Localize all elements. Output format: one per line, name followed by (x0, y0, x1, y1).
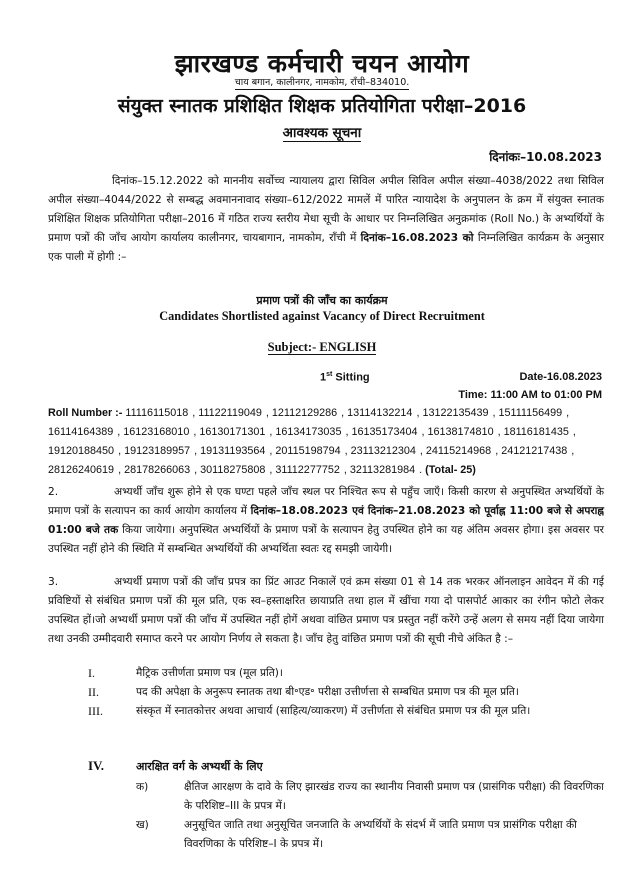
roll-number: 19131193564 (200, 445, 266, 457)
subject-heading (0, 340, 644, 355)
address-text: चाय बगान, कालीनगर, नामकोम, राँची–834010. (234, 77, 410, 88)
notice-title-text: आवश्यक सूचना (282, 125, 362, 141)
roll-number: 18116181435 (503, 426, 569, 438)
roll-number: 16123168010 (123, 426, 190, 438)
reserved-category-heading: IV. आरक्षित वर्ग के अभ्यर्थी के लिए (88, 758, 263, 773)
list-item: I. मैट्रिक उत्तीर्णता प्रमाण पत्र (मूल प्रति)। (88, 666, 283, 680)
roll-number: 11116115018 (125, 407, 189, 419)
roll-number-list: Roll Number :- 11116115018 , 11122119049 , 12112129286 , 13114132214 , 13122135439 , 15111156499 , 16114164389 , 16123168010 , 16130171301 , 16134173035 , 16135173404 , 16138174810 , 18116181435 , 19120188450 , 19123189957 , 19131193564 , 20115198794 , 23113212304 , 24115214968 , 24121217438 , 28126240619 , 28178266063 , 30118275808 , 31112277752 , 32113281984 . (Total- 25) (48, 404, 608, 480)
roll-number: 30118275808 (200, 464, 266, 476)
roll-number: 11122119049 (198, 407, 262, 419)
roll-number: 13114132214 (347, 407, 413, 419)
roll-number: 28126240619 (48, 464, 115, 476)
org-name: झारखण्ड कर्मचारी चयन आयोग (174, 49, 470, 78)
sitting-date: Date-16.08.2023 (519, 371, 602, 383)
roll-number: 32113281984 (349, 464, 416, 476)
roll-number: 16114164389 (48, 426, 114, 438)
intro-date-bold: दिनांक–16.08.2023 को (360, 232, 474, 244)
roll-number: 13122135439 (422, 407, 489, 419)
subject-text: Subject:- ENGLISH (267, 340, 377, 354)
intro-text: दिनांक–15.12.2022 को माननीय सर्वोच्च न्यायालय द्वारा सिविल अपील सिविल अपील संख्या–4038/2022 तथा सिविल अपील संख्या–4044/2022 से सम्बद्ध अवमाननावाद संख्या–612/2022 मामलें में पारित न्यायादेश के अनुपालन के क्रम में संयुक्त स्नातक प्रशिक्षित शिक्षक प्रतियोगिता परीक्षा–2016 में गठित राज्य स्तरीय मेधा सूची के आधार पर निम्नलिखित अनुक्रमांक (Roll No.) के अभ्यर्थियों के प्रमाण पत्रों की जाँच आयोग कार्यालय कालीनगर, चायबागान, नामकोम, राँची में (48, 175, 604, 244)
paragraph-3: 3. अभ्यर्थी प्रमाण पत्रों की जाँच प्रपत्र का प्रिंट आउट निकालें एवं क्रम संख्या 01 से 14 तक भरकर ऑनलाइन आवेदन में की गई प्रविष्टियों से संबंधित प्रमाण पत्रों की मूल प्रति, एक स्व–हस्ताक्षरित छायाप्रति तथा हाल में खींचा गया दो पासपोर्ट आकार का रंगीन फोटो लेकर उपस्थित हों।जो अभ्यर्थी प्रमाण पत्रों की जाँच में उपस्थित नहीं होगें अथवा वांछित प्रमाण पत्र प्रस्तुत नहीं करेंगे उन्हें अलग से समय नहीं दिया जायेगा तथा उनकी उम्मीदवारी समाप्त करने पर आयोग निर्णय ले सकता है। जाँच हेतु वांछित प्रमाण पत्रों की सूची नीचे अंकित है :– (48, 573, 604, 649)
paragraph-number: 3. (48, 576, 59, 588)
paragraph-2: 2. अभ्यर्थी जाँच शुरू होने से एक घण्टा पहले जाँच स्थल पर निश्चित रूप से पहुँच जाएँ। किसी कारण से अनुपस्थित अभ्यर्थियों के प्रमाण पत्रों के सत्यापन का कार्य आयोग कार्यालय में दिनांक–18.08.2023 एवं दिनांक–21.08.2023 को पूर्वाह्न 11:00 बजे से अपराह्न 01:00 बजे तक किया जायेगा। अनुपस्थित अभ्यर्थियों के प्रमाण पत्रों के सत्यापन हेतु उपस्थित होने का यह अंतिम अवसर होगा। इस अवसर पर उपस्थित नहीं होने की स्थिति में सम्बन्धित अभ्यर्थियों की अभ्यर्थिता स्वतः रद्द समझी जायेगी। (48, 483, 604, 559)
roll-number: 15111156499 (498, 407, 563, 419)
schedule-heading-english: Candidates Shortlisted against Vacancy of Direct Recruitment (159, 309, 485, 323)
schedule-heading-hindi: प्रमाण पत्रों की जाँच का कार्यक्रम (256, 294, 388, 307)
roll-number: 24121217438 (501, 445, 568, 457)
roll-number: 16130171301 (199, 426, 266, 438)
roll-number: 28178266063 (124, 464, 191, 476)
roll-number: 24115214968 (425, 445, 492, 457)
reserved-sublist (136, 778, 604, 854)
notice-title (0, 123, 644, 141)
roll-number: 31112277752 (275, 464, 340, 476)
sitting-label: 1st Sitting (320, 371, 370, 384)
list-item: II. पद की अपेक्षा के अनुरूप स्नातक तथा बी॰एड॰ परीक्षा उत्तीर्णत्ता से सम्बधित प्रमाण पत्र की मूल प्रति। (88, 685, 519, 699)
roll-number: 12112129286 (271, 407, 338, 419)
intro-paragraph (48, 172, 604, 267)
sitting-time: Time: 11:00 AM to 01:00 PM (458, 389, 602, 401)
list-item: III. संस्कृत में स्नातकोत्तर अथवा आचार्य (साहित्य/व्याकरण) में उत्तीर्णता से संबंधित प्रमाण पत्र की मूल प्रति। (88, 704, 531, 718)
exam-title: संयुक्त स्नातक प्रशिक्षित शिक्षक प्रतियोगिता परीक्षा–2016 (117, 95, 527, 117)
roll-number: 20115198794 (275, 445, 341, 457)
notice-date: दिनांकः–10.08.2023 (489, 150, 602, 164)
roll-number: 19120188450 (48, 445, 115, 457)
roll-number: 23113212304 (350, 445, 416, 457)
org-address (0, 75, 644, 88)
documents-list (88, 664, 604, 721)
verification-dates-bold: दिनांक–18.08.2023 एवं दिनांक–21.08.2023 को पूर्वाह्न 11:00 बजे से अपराह्न 01:00 बजे तक (48, 505, 604, 536)
roll-number: 16134173035 (275, 426, 342, 438)
intro-text-end: निम्नलिखित कार्यक्रम के अनुसार एक पाली में होगी :– (48, 232, 604, 263)
roll-number: 16135173404 (351, 426, 418, 438)
list-item: ख) अनुसूचित जाति तथा अनुसूचित जनजाति के अभ्यर्थियों के संदर्भ में जाति प्रमाण पत्र प्रासंगिक परीक्षा की विवरणिका के परिशिष्ट–I के प्रपत्र में। (136, 819, 577, 850)
paragraph-number: 2. (48, 486, 59, 498)
roll-number-label: Roll Number :- (48, 407, 126, 419)
roll-number: 16138174810 (427, 426, 494, 438)
roll-number: 19123189957 (124, 445, 191, 457)
list-item: क) क्षैतिज आरक्षण के दावे के लिए झारखंड राज्य का स्थानीय निवासी प्रमाण पत्र (प्रासंगिक परीक्षा) की विवरणिका के परिशिष्ट–III के प्रपत्र में। (136, 781, 604, 812)
roll-total: (Total- 25) (425, 464, 476, 476)
